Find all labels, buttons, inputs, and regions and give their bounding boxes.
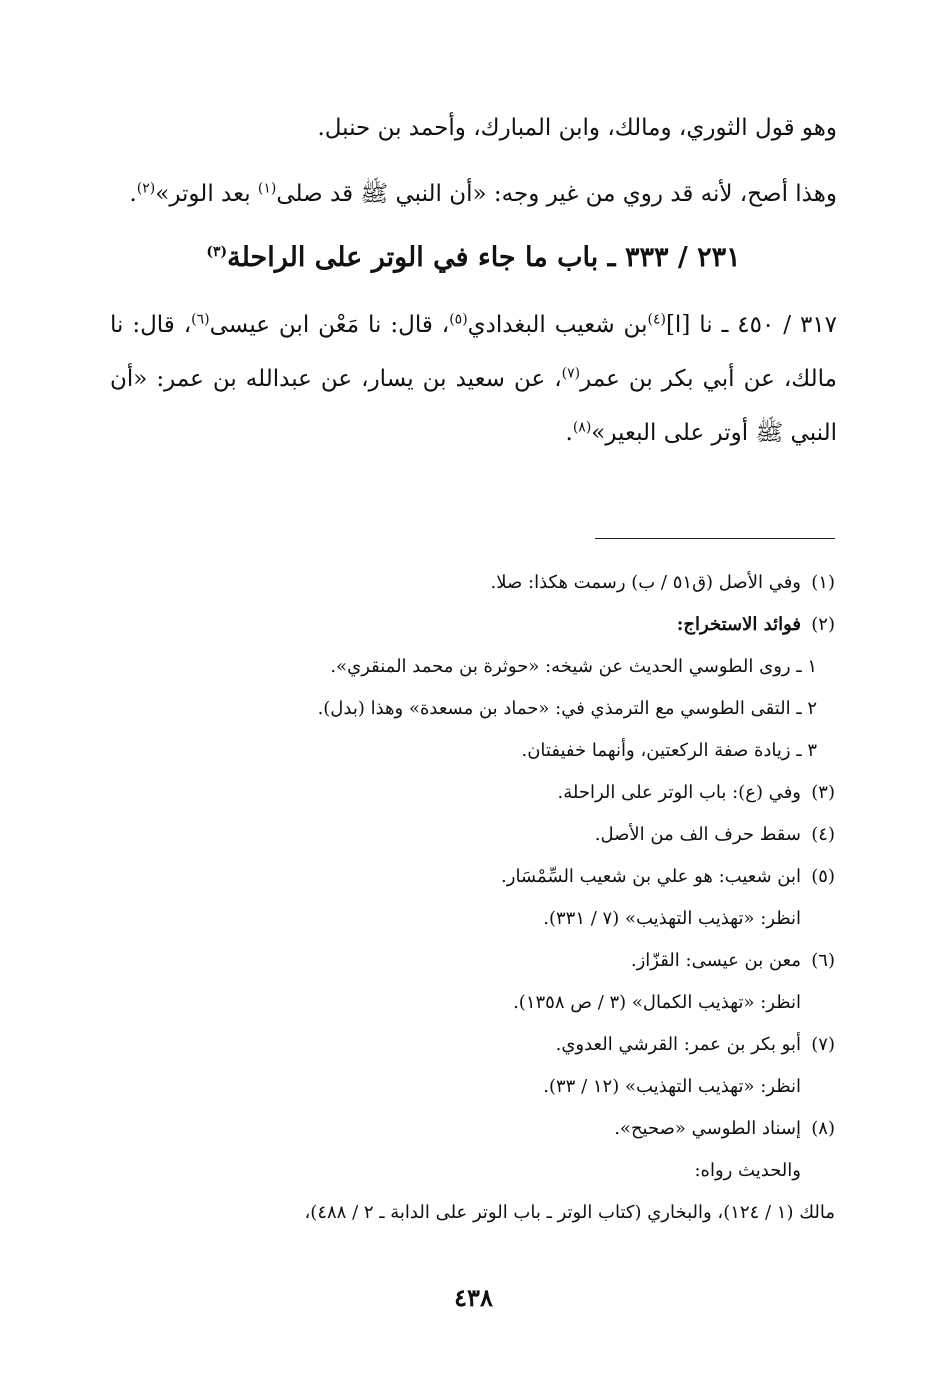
hadith-part-5: ، عن سعيد بن يسار، عن عبدالله بن عمر: «أن النبي ﷺ أوتر على البعير» (110, 366, 837, 446)
footnote-text: إسناد الطوسي «صحيح». (614, 1118, 801, 1139)
hadith-part-4: ، قال: نا مالك، عن أبي بكر بن عمر (110, 312, 837, 392)
footnote-text: انظر: «تهذيب التهذيب» (٧ / ٣٣١). (543, 908, 801, 929)
footnote-text: ابن شعيب: هو علي بن شعيب السِّمْسَار. (501, 866, 801, 887)
paragraph-1-text: وهو قول الثوري، ومالك، وابن المبارك، وأحمد بن حنبل. (317, 115, 837, 141)
footnote-marker-6: (٦) (191, 311, 210, 328)
footnote-marker-2: (٢) (136, 180, 156, 197)
footnote-5-ref (110, 898, 835, 940)
footnote-number: (٦) (811, 950, 835, 971)
hadith-part-1: ٣١٧ / ٤٥٠ ـ نا [ا] (665, 312, 837, 338)
footnote-7-ref (110, 1066, 835, 1108)
footnote-text: سقط حرف الف من الأصل. (594, 824, 801, 845)
footnote-6-ref (110, 982, 835, 1024)
footnote-number: (١) (811, 572, 835, 593)
footnote-text: ٣ ـ زيادة صفة الركعتين، وأنهما خفيفتان. (521, 740, 817, 761)
hadith-part-3: ، قال: نا مَعْن ابن عيسى (209, 312, 450, 338)
footnote-number: (٤) (811, 824, 835, 845)
footnote-2 (110, 604, 835, 646)
footnote-text: انظر: «تهذيب التهذيب» (١٢ / ٣٣). (543, 1076, 801, 1097)
footnote-text: فوائد الاستخراج: (676, 614, 801, 635)
footnote-divider (595, 538, 835, 539)
footnotes (110, 562, 835, 1234)
footnote-text: وفي (ع): باب الوتر على الراحلة. (557, 782, 801, 803)
footnote-8-sources (110, 1192, 835, 1234)
footnote-1 (110, 562, 835, 604)
footnote-7 (110, 1024, 835, 1066)
footnote-number: (٢) (811, 614, 835, 635)
footnote-text: ٢ ـ التقى الطوسي مع الترمذي في: «حماد بن مسعدة» وهذا (بدل). (317, 698, 817, 719)
hadith-text (110, 298, 837, 460)
footnote-marker-5: (٥) (449, 311, 468, 328)
footnote-text: وفي الأصل (ق٥١ / ب) رسمت هكذا: صلا. (490, 572, 801, 593)
footnote-number: (٣) (811, 782, 835, 803)
footnote-marker-1: (١) (257, 180, 277, 197)
footnote-text: ١ ـ روى الطوسي الحديث عن شيخه: «حوثرة بن محمد المنقري». (330, 656, 817, 677)
page-number: ٤٣٨ (454, 1283, 493, 1312)
footnote-8 (110, 1108, 835, 1150)
footnote-text: والحديث رواه: (694, 1160, 801, 1181)
footnote-marker-8: (٨) (572, 419, 592, 436)
chapter-title (110, 228, 837, 288)
footnote-marker-4: (٤) (647, 311, 666, 328)
footnote-2-item-2 (110, 688, 835, 730)
footnote-text: أبو بكر بن عمر: القرشي العدوي. (555, 1034, 801, 1055)
footnote-2-item-1 (110, 646, 835, 688)
footnote-8-intro (110, 1150, 835, 1192)
footnote-3 (110, 772, 835, 814)
footnote-number: (٥) (811, 866, 835, 887)
hadith-part-2: بن شعيب البغدادي (467, 312, 648, 338)
footnote-text: معن بن عيسى: القزّاز. (630, 950, 801, 971)
footnote-number: (٨) (811, 1118, 835, 1139)
footnote-4 (110, 814, 835, 856)
footnote-marker-7: (٧) (561, 365, 581, 382)
hadith-part-6: . (565, 420, 573, 446)
paragraph-2-cont: بعد الوتر» (155, 181, 251, 207)
footnote-5 (110, 856, 835, 898)
footnote-text: انظر: «تهذيب الكمال» (٣ / ص ١٣٥٨). (513, 992, 801, 1013)
main-text (110, 100, 837, 222)
footnote-2-item-3 (110, 730, 835, 772)
footnote-6 (110, 940, 835, 982)
footnote-text: مالك (١ / ١٢٤)، والبخاري (كتاب الوتر ـ باب الوتر على الدابة ـ ٢ / ٤٨٨)، (304, 1202, 835, 1223)
footnote-number: (٧) (811, 1034, 835, 1055)
paragraph-1 (110, 100, 837, 156)
footnote-marker-3: (٣) (206, 244, 228, 260)
paragraph-2: وهذا أصح، لأنه قد روي من غير وجه: «أن النبي ﷺ قد صلى$^{(١)}$ بعد الوتر»$^{(٢)}$. (129, 180, 837, 207)
chapter-title-text: ٢٣١ / ٣٣٣ ـ باب ما جاء في الوتر على الراحلة (227, 242, 741, 273)
paragraph-2-text: وهذا أصح، لأنه قد روي من غير وجه: «أن النبي ﷺ قد صلى (276, 181, 837, 207)
